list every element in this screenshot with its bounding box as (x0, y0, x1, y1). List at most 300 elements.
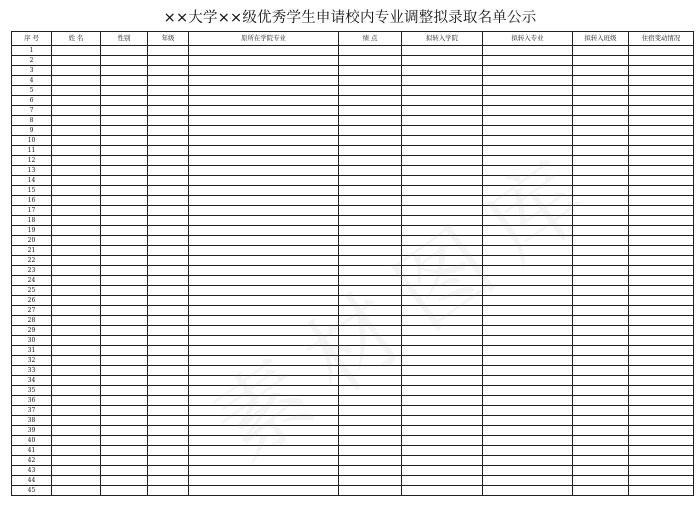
empty-cell (101, 426, 148, 436)
row-number: 5 (12, 86, 52, 96)
empty-cell (573, 436, 629, 446)
empty-cell (629, 216, 694, 226)
empty-cell (402, 386, 483, 396)
empty-cell (148, 336, 189, 346)
empty-cell (189, 396, 339, 406)
empty-cell (402, 286, 483, 296)
empty-cell (339, 226, 402, 236)
empty-cell (52, 396, 101, 406)
empty-cell (629, 86, 694, 96)
row-number: 28 (12, 316, 52, 326)
empty-cell (148, 236, 189, 246)
empty-cell (101, 386, 148, 396)
empty-cell (402, 46, 483, 56)
empty-cell (52, 96, 101, 106)
empty-cell (483, 126, 573, 136)
row-number: 10 (12, 136, 52, 146)
table-row (12, 166, 694, 176)
empty-cell (629, 116, 694, 126)
table-row (12, 486, 694, 496)
empty-cell (483, 236, 573, 246)
empty-cell (483, 316, 573, 326)
empty-cell (52, 486, 101, 496)
empty-cell (52, 236, 101, 246)
row-number: 21 (12, 246, 52, 256)
empty-cell (148, 96, 189, 106)
empty-cell (402, 56, 483, 66)
empty-cell (629, 166, 694, 176)
empty-cell (189, 56, 339, 66)
empty-cell (52, 476, 101, 486)
empty-cell (148, 216, 189, 226)
empty-cell (629, 426, 694, 436)
empty-cell (52, 426, 101, 436)
empty-cell (573, 296, 629, 306)
empty-cell (629, 76, 694, 86)
empty-cell (629, 376, 694, 386)
empty-cell (573, 226, 629, 236)
empty-cell (339, 346, 402, 356)
row-number: 18 (12, 216, 52, 226)
row-number: 44 (12, 476, 52, 486)
empty-cell (101, 46, 148, 56)
empty-cell (189, 216, 339, 226)
empty-cell (629, 356, 694, 366)
table-row (12, 226, 694, 236)
empty-cell (52, 156, 101, 166)
empty-cell (402, 366, 483, 376)
empty-cell (573, 336, 629, 346)
empty-cell (189, 286, 339, 296)
empty-cell (189, 96, 339, 106)
empty-cell (148, 396, 189, 406)
empty-cell (189, 366, 339, 376)
empty-cell (101, 416, 148, 426)
empty-cell (402, 236, 483, 246)
empty-cell (52, 166, 101, 176)
empty-cell (189, 476, 339, 486)
empty-cell (629, 196, 694, 206)
empty-cell (148, 256, 189, 266)
empty-cell (629, 206, 694, 216)
empty-cell (573, 306, 629, 316)
empty-cell (402, 146, 483, 156)
empty-cell (402, 336, 483, 346)
empty-cell (483, 406, 573, 416)
empty-cell (189, 246, 339, 256)
empty-cell (189, 46, 339, 56)
empty-cell (483, 456, 573, 466)
row-number: 20 (12, 236, 52, 246)
empty-cell (52, 196, 101, 206)
empty-cell (402, 436, 483, 446)
table-row (12, 436, 694, 446)
header-name: 姓 名 (52, 32, 101, 46)
empty-cell (52, 296, 101, 306)
table-row (12, 326, 694, 336)
table-row (12, 86, 694, 96)
empty-cell (629, 96, 694, 106)
empty-cell (483, 466, 573, 476)
empty-cell (339, 266, 402, 276)
header-gpa: 绩 点 (339, 32, 402, 46)
empty-cell (189, 336, 339, 346)
empty-cell (339, 466, 402, 476)
empty-cell (629, 46, 694, 56)
empty-cell (339, 316, 402, 326)
empty-cell (101, 136, 148, 146)
row-number: 43 (12, 466, 52, 476)
empty-cell (402, 66, 483, 76)
row-number: 34 (12, 376, 52, 386)
empty-cell (189, 386, 339, 396)
empty-cell (483, 426, 573, 436)
empty-cell (101, 346, 148, 356)
empty-cell (52, 176, 101, 186)
empty-cell (483, 176, 573, 186)
empty-cell (339, 216, 402, 226)
empty-cell (52, 466, 101, 476)
row-number: 14 (12, 176, 52, 186)
empty-cell (402, 486, 483, 496)
empty-cell (629, 456, 694, 466)
empty-cell (52, 76, 101, 86)
empty-cell (629, 146, 694, 156)
empty-cell (339, 186, 402, 196)
table-row (12, 346, 694, 356)
empty-cell (339, 246, 402, 256)
empty-cell (573, 136, 629, 146)
empty-cell (629, 66, 694, 76)
empty-cell (189, 486, 339, 496)
row-number: 12 (12, 156, 52, 166)
table-row (12, 396, 694, 406)
empty-cell (52, 336, 101, 346)
row-number: 23 (12, 266, 52, 276)
empty-cell (148, 436, 189, 446)
empty-cell (629, 446, 694, 456)
empty-cell (52, 306, 101, 316)
empty-cell (629, 276, 694, 286)
empty-cell (101, 276, 148, 286)
empty-cell (483, 436, 573, 446)
empty-cell (189, 166, 339, 176)
empty-cell (52, 286, 101, 296)
empty-cell (101, 406, 148, 416)
table-row (12, 186, 694, 196)
empty-cell (483, 476, 573, 486)
header-housing-change: 住宿变动情况 (629, 32, 694, 46)
empty-cell (402, 166, 483, 176)
empty-cell (573, 446, 629, 456)
empty-cell (483, 416, 573, 426)
empty-cell (189, 236, 339, 246)
empty-cell (629, 186, 694, 196)
empty-cell (101, 456, 148, 466)
empty-cell (339, 386, 402, 396)
empty-cell (52, 406, 101, 416)
empty-cell (483, 136, 573, 146)
empty-cell (573, 396, 629, 406)
empty-cell (483, 336, 573, 346)
empty-cell (573, 356, 629, 366)
table-row (12, 376, 694, 386)
empty-cell (573, 66, 629, 76)
empty-cell (148, 66, 189, 76)
empty-cell (629, 136, 694, 146)
empty-cell (402, 396, 483, 406)
empty-cell (483, 66, 573, 76)
empty-cell (573, 386, 629, 396)
empty-cell (629, 326, 694, 336)
table-row (12, 216, 694, 226)
empty-cell (629, 346, 694, 356)
table-row (12, 146, 694, 156)
empty-cell (148, 306, 189, 316)
empty-cell (573, 456, 629, 466)
empty-cell (629, 106, 694, 116)
empty-cell (483, 346, 573, 356)
empty-cell (629, 486, 694, 496)
empty-cell (52, 376, 101, 386)
table-row (12, 276, 694, 286)
empty-cell (629, 396, 694, 406)
empty-cell (573, 56, 629, 66)
empty-cell (573, 486, 629, 496)
empty-cell (573, 466, 629, 476)
empty-cell (629, 386, 694, 396)
table-row (12, 426, 694, 436)
empty-cell (573, 116, 629, 126)
table-row (12, 456, 694, 466)
empty-cell (483, 356, 573, 366)
empty-cell (629, 246, 694, 256)
empty-cell (573, 476, 629, 486)
empty-cell (573, 286, 629, 296)
empty-cell (483, 386, 573, 396)
empty-cell (339, 56, 402, 66)
empty-cell (339, 96, 402, 106)
empty-cell (101, 106, 148, 116)
empty-cell (402, 256, 483, 266)
empty-cell (101, 86, 148, 96)
document-title: ××大学××级优秀学生申请校内专业调整拟录取名单公示 (163, 10, 537, 26)
empty-cell (101, 266, 148, 276)
empty-cell (402, 106, 483, 116)
table-row (12, 296, 694, 306)
empty-cell (573, 126, 629, 136)
table-row (12, 56, 694, 66)
empty-cell (402, 306, 483, 316)
empty-cell (148, 476, 189, 486)
table-row (12, 116, 694, 126)
empty-cell (148, 426, 189, 436)
empty-cell (339, 46, 402, 56)
empty-cell (339, 436, 402, 446)
empty-cell (483, 486, 573, 496)
empty-cell (573, 166, 629, 176)
empty-cell (483, 146, 573, 156)
table-row (12, 266, 694, 276)
empty-cell (189, 196, 339, 206)
empty-cell (402, 476, 483, 486)
empty-cell (629, 336, 694, 346)
empty-cell (573, 186, 629, 196)
empty-cell (148, 276, 189, 286)
empty-cell (52, 86, 101, 96)
header-original-major: 原所在学院专业 (189, 32, 339, 46)
header-seq: 序 号 (12, 32, 52, 46)
empty-cell (189, 266, 339, 276)
row-number: 24 (12, 276, 52, 286)
empty-cell (339, 416, 402, 426)
empty-cell (402, 86, 483, 96)
empty-cell (189, 106, 339, 116)
table-row (12, 306, 694, 316)
row-number: 22 (12, 256, 52, 266)
empty-cell (148, 136, 189, 146)
empty-cell (148, 366, 189, 376)
empty-cell (339, 336, 402, 346)
table-row (12, 96, 694, 106)
empty-cell (189, 436, 339, 446)
empty-cell (52, 266, 101, 276)
empty-cell (52, 366, 101, 376)
empty-cell (148, 106, 189, 116)
table-row (12, 356, 694, 366)
empty-cell (52, 346, 101, 356)
empty-cell (148, 266, 189, 276)
empty-cell (101, 166, 148, 176)
empty-cell (339, 366, 402, 376)
empty-cell (483, 76, 573, 86)
empty-cell (573, 276, 629, 286)
empty-cell (483, 116, 573, 126)
empty-cell (52, 226, 101, 236)
empty-cell (148, 176, 189, 186)
table-body (12, 46, 694, 496)
empty-cell (629, 406, 694, 416)
row-number: 2 (12, 56, 52, 66)
table-row (12, 336, 694, 346)
empty-cell (189, 326, 339, 336)
table-row (12, 246, 694, 256)
table-row (12, 446, 694, 456)
empty-cell (629, 306, 694, 316)
empty-cell (148, 466, 189, 476)
row-number: 27 (12, 306, 52, 316)
empty-cell (402, 376, 483, 386)
empty-cell (402, 206, 483, 216)
empty-cell (101, 116, 148, 126)
empty-cell (148, 156, 189, 166)
row-number: 4 (12, 76, 52, 86)
empty-cell (148, 326, 189, 336)
empty-cell (483, 156, 573, 166)
empty-cell (629, 466, 694, 476)
table-header-row (12, 32, 694, 46)
row-number: 11 (12, 146, 52, 156)
empty-cell (101, 366, 148, 376)
table-row (12, 286, 694, 296)
empty-cell (101, 66, 148, 76)
empty-cell (101, 436, 148, 446)
table-row (12, 66, 694, 76)
empty-cell (339, 196, 402, 206)
empty-cell (52, 206, 101, 216)
empty-cell (101, 396, 148, 406)
empty-cell (402, 226, 483, 236)
empty-cell (573, 426, 629, 436)
empty-cell (573, 196, 629, 206)
empty-cell (101, 356, 148, 366)
empty-cell (483, 56, 573, 66)
table-row (12, 316, 694, 326)
empty-cell (101, 486, 148, 496)
empty-cell (402, 76, 483, 86)
table-row (12, 476, 694, 486)
table-row (12, 126, 694, 136)
empty-cell (629, 266, 694, 276)
row-number: 33 (12, 366, 52, 376)
empty-cell (189, 86, 339, 96)
header-target-major: 拟转入专业 (483, 32, 573, 46)
empty-cell (189, 446, 339, 456)
empty-cell (52, 326, 101, 336)
empty-cell (189, 136, 339, 146)
empty-cell (189, 176, 339, 186)
empty-cell (148, 456, 189, 466)
empty-cell (101, 326, 148, 336)
empty-cell (101, 146, 148, 156)
empty-cell (629, 56, 694, 66)
empty-cell (339, 236, 402, 246)
empty-cell (189, 226, 339, 236)
empty-cell (189, 316, 339, 326)
empty-cell (573, 106, 629, 116)
empty-cell (52, 126, 101, 136)
empty-cell (483, 206, 573, 216)
empty-cell (148, 126, 189, 136)
empty-cell (339, 326, 402, 336)
empty-cell (52, 276, 101, 286)
empty-cell (573, 246, 629, 256)
row-number: 32 (12, 356, 52, 366)
empty-cell (101, 196, 148, 206)
empty-cell (402, 276, 483, 286)
empty-cell (573, 156, 629, 166)
empty-cell (483, 446, 573, 456)
empty-cell (483, 46, 573, 56)
empty-cell (148, 416, 189, 426)
table-row (12, 206, 694, 216)
empty-cell (402, 126, 483, 136)
empty-cell (483, 106, 573, 116)
empty-cell (101, 96, 148, 106)
table-row (12, 406, 694, 416)
row-number: 15 (12, 186, 52, 196)
empty-cell (483, 266, 573, 276)
empty-cell (189, 256, 339, 266)
empty-cell (483, 256, 573, 266)
empty-cell (189, 206, 339, 216)
empty-cell (339, 206, 402, 216)
empty-cell (101, 296, 148, 306)
empty-cell (52, 186, 101, 196)
row-number: 39 (12, 426, 52, 436)
empty-cell (52, 216, 101, 226)
empty-cell (101, 466, 148, 476)
